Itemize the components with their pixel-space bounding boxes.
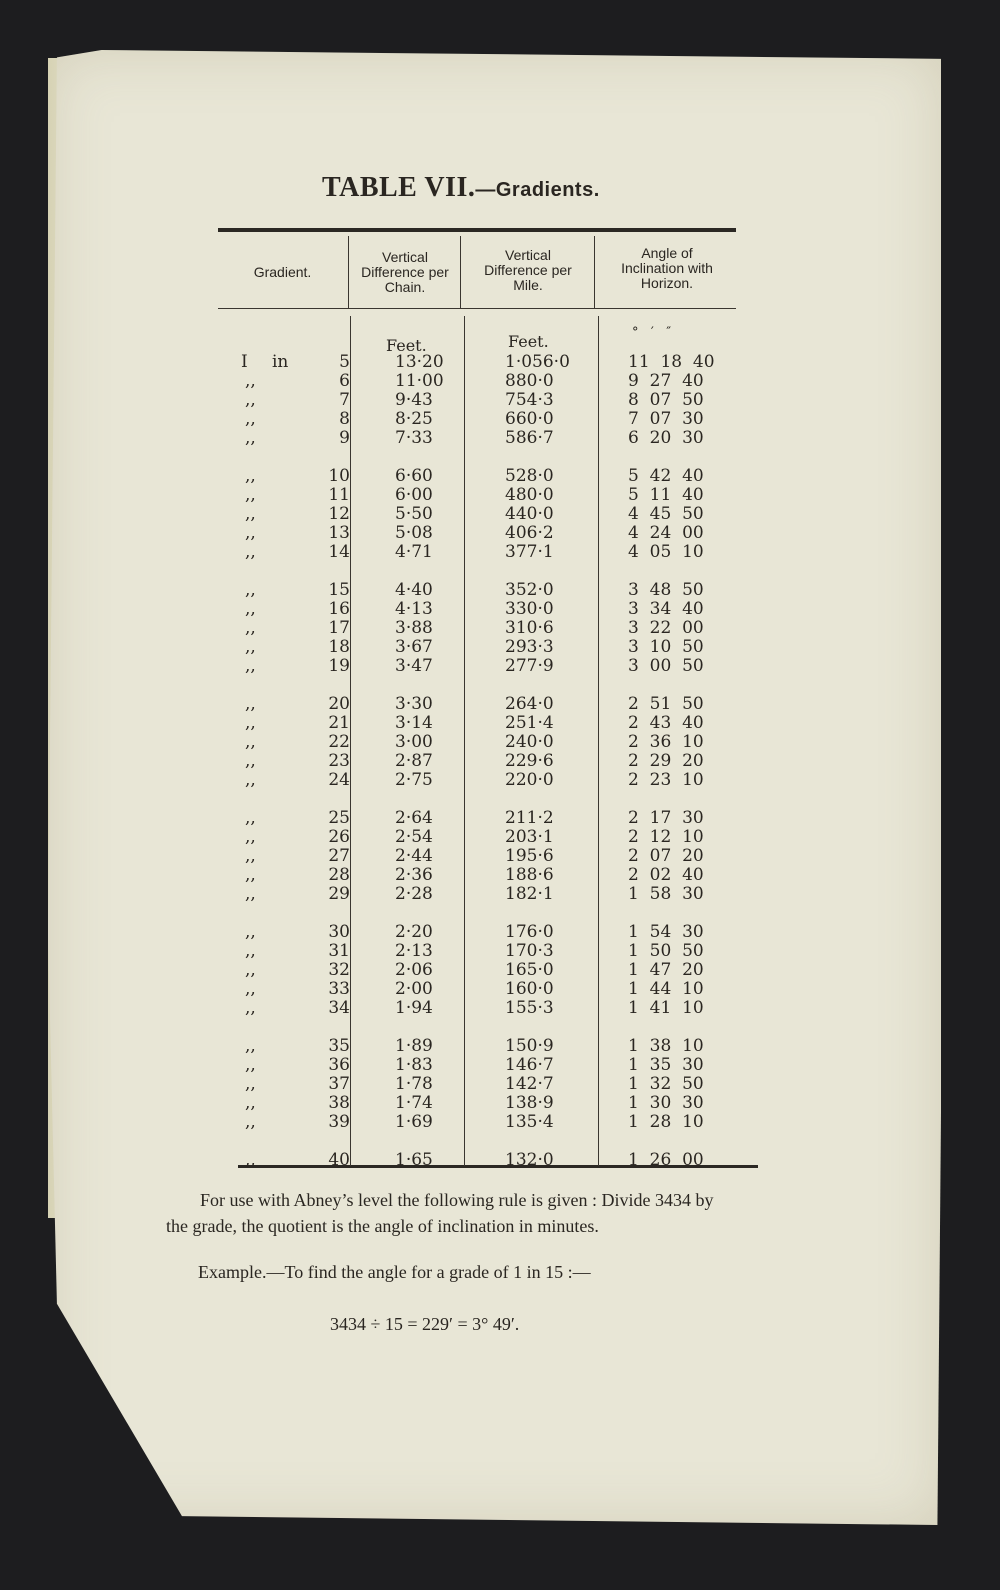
header-angle [597, 246, 737, 291]
mile-difference: 135·4 [505, 1112, 554, 1132]
gradient-denominator: 7 [339, 390, 350, 410]
chain-difference: 9·43 [395, 390, 433, 410]
inclination-angle: 4 24 00 [628, 523, 704, 543]
inclination-angle: 1 38 10 [628, 1036, 704, 1056]
table-row [0, 1036, 1000, 1056]
gradient-denominator: 10 [328, 466, 350, 486]
mile-difference: 880·0 [505, 371, 554, 391]
mile-difference: 377·1 [505, 542, 554, 562]
chain-difference: 1·78 [395, 1074, 433, 1094]
table-row [0, 542, 1000, 562]
inclination-angle: 5 11 40 [628, 485, 704, 505]
chain-difference: 1·74 [395, 1093, 433, 1113]
gradient-denominator: 20 [328, 694, 350, 714]
gradient-denominator: 30 [328, 922, 350, 942]
unit-mile: Feet. [508, 332, 549, 351]
table-row [0, 504, 1000, 524]
gradient-denominator: 15 [328, 580, 350, 600]
gradient-denominator: 22 [328, 732, 350, 752]
title-sub: —Gradients. [475, 179, 600, 201]
chain-difference: 2·06 [395, 960, 433, 980]
inclination-angle: 1 30 30 [628, 1093, 704, 1113]
ditto-mark: ,, [245, 428, 256, 448]
table-row [0, 523, 1000, 543]
chain-difference: 13·20 [395, 352, 444, 372]
chain-difference: 2·75 [395, 770, 433, 790]
inclination-angle: 1 44 10 [628, 979, 704, 999]
chain-difference: 1·69 [395, 1112, 433, 1132]
table-row [0, 409, 1000, 429]
table-row [0, 941, 1000, 961]
mile-difference: 330·0 [505, 599, 554, 619]
ditto-mark: ,, [245, 637, 256, 657]
inclination-angle: 11 18 40 [628, 352, 715, 372]
rule-text-line-1: For use with Abney’s level the following rule is given : Divide 3434 by [200, 1190, 714, 1210]
mile-difference: 155·3 [505, 998, 554, 1018]
gradient-denominator: 34 [328, 998, 350, 1018]
inclination-angle: 1 54 30 [628, 922, 704, 942]
table-row [0, 599, 1000, 619]
header-gradient: Gradient. [253, 264, 312, 280]
gradient-in: in [272, 352, 289, 372]
header-angle-line: Horizon. [640, 275, 694, 291]
inclination-angle: 7 07 30 [628, 409, 704, 429]
unit-chain: Feet. [386, 336, 427, 355]
table-row [0, 960, 1000, 980]
table-row [0, 428, 1000, 448]
gradient-denominator: 37 [328, 1074, 350, 1094]
gradient-denominator: 24 [328, 770, 350, 790]
example-text: Example.—To find the angle for a grade of 1 in 15 :— [198, 1262, 591, 1282]
mile-difference: 480·0 [505, 485, 554, 505]
chain-difference: 7·33 [395, 428, 433, 448]
ditto-mark: ,, [245, 922, 256, 942]
header-chain-line: Chain. [384, 279, 426, 295]
inclination-angle: 4 05 10 [628, 542, 704, 562]
gradient-denominator: 13 [328, 523, 350, 543]
header-chain [350, 250, 460, 295]
ditto-mark: ,, [245, 523, 256, 543]
gradient-denominator: 33 [328, 979, 350, 999]
mile-difference: 132·0 [505, 1150, 554, 1170]
header-bottom-rule [218, 308, 736, 309]
inclination-angle: 3 48 50 [628, 580, 704, 600]
mile-difference: 1·056·0 [505, 352, 570, 372]
gradient-one: I [241, 352, 248, 372]
chain-difference: 2·36 [395, 865, 433, 885]
chain-difference: 5·50 [395, 504, 433, 524]
gradient-denominator: 9 [339, 428, 350, 448]
gradient-denominator: 21 [328, 713, 350, 733]
chain-difference: 11·00 [395, 371, 444, 391]
inclination-angle: 1 47 20 [628, 960, 704, 980]
chain-difference: 3·00 [395, 732, 433, 752]
mile-difference: 165·0 [505, 960, 554, 980]
chain-difference: 2·20 [395, 922, 433, 942]
table-row [0, 998, 1000, 1018]
gradient-denominator: 23 [328, 751, 350, 771]
ditto-mark: ,, [245, 960, 256, 980]
inclination-angle: 1 28 10 [628, 1112, 704, 1132]
ditto-mark: ,, [245, 1055, 256, 1075]
inclination-angle: 3 10 50 [628, 637, 704, 657]
gradient-denominator: 8 [339, 409, 350, 429]
table-row [0, 770, 1000, 790]
mile-difference: 146·7 [505, 1055, 554, 1075]
mile-difference: 203·1 [505, 827, 554, 847]
column-divider [594, 236, 595, 308]
inclination-angle: 2 43 40 [628, 713, 704, 733]
gradient-denominator: 40 [328, 1150, 350, 1170]
inclination-angle: 2 29 20 [628, 751, 704, 771]
mile-difference: 277·9 [505, 656, 554, 676]
chain-difference: 2·13 [395, 941, 433, 961]
gradient-denominator: 14 [328, 542, 350, 562]
chain-difference: 3·88 [395, 618, 433, 638]
chain-difference: 3·14 [395, 713, 433, 733]
ditto-mark: ,, [245, 694, 256, 714]
header-chain-line: Difference per [361, 264, 449, 280]
table-row [0, 371, 1000, 391]
ditto-mark: ,, [245, 599, 256, 619]
header-mile-line: Difference per [484, 262, 572, 278]
gradient-denominator: 6 [339, 371, 350, 391]
inclination-angle: 2 12 10 [628, 827, 704, 847]
table-row [0, 618, 1000, 638]
header-angle-line: Angle of [641, 245, 693, 261]
inclination-angle: 4 45 50 [628, 504, 704, 524]
mile-difference: 660·0 [505, 409, 554, 429]
table-row [0, 884, 1000, 904]
chain-difference: 4·71 [395, 542, 433, 562]
table-row [0, 713, 1000, 733]
chain-difference: 2·44 [395, 846, 433, 866]
table-row [0, 1074, 1000, 1094]
inclination-angle: 1 32 50 [628, 1074, 704, 1094]
chain-difference: 5·08 [395, 523, 433, 543]
table-row [0, 865, 1000, 885]
inclination-angle: 1 35 30 [628, 1055, 704, 1075]
header-mile [463, 248, 593, 293]
ditto-mark: ,, [245, 390, 256, 410]
mile-difference: 142·7 [505, 1074, 554, 1094]
ditto-mark: ,, [245, 732, 256, 752]
inclination-angle: 3 22 00 [628, 618, 704, 638]
table-row [0, 846, 1000, 866]
gradient-denominator: 35 [328, 1036, 350, 1056]
mile-difference: 251·4 [505, 713, 554, 733]
inclination-angle: 3 00 50 [628, 656, 704, 676]
gradient-denominator: 5 [339, 352, 350, 372]
ditto-mark: ,, [245, 979, 256, 999]
table-row [0, 1150, 1000, 1170]
header-chain-line: Vertical [382, 249, 428, 265]
ditto-mark: ,, [245, 713, 256, 733]
gradient-denominator: 27 [328, 846, 350, 866]
gradient-denominator: 12 [328, 504, 350, 524]
mile-difference: 220·0 [505, 770, 554, 790]
table-row [0, 922, 1000, 942]
title-main: TABLE VII. [322, 172, 476, 203]
mile-difference: 754·3 [505, 390, 554, 410]
ditto-mark: ,, [245, 865, 256, 885]
chain-difference: 1·94 [395, 998, 433, 1018]
gradient-denominator: 26 [328, 827, 350, 847]
ditto-mark: ,, [245, 1093, 256, 1113]
gradient-denominator: 16 [328, 599, 350, 619]
chain-difference: 2·28 [395, 884, 433, 904]
gradient-denominator: 32 [328, 960, 350, 980]
chain-difference: 4·13 [395, 599, 433, 619]
mile-difference: 176·0 [505, 922, 554, 942]
inclination-angle: 2 17 30 [628, 808, 704, 828]
gradient-denominator: 36 [328, 1055, 350, 1075]
ditto-mark: ,, [245, 751, 256, 771]
ditto-mark: ,, [245, 998, 256, 1018]
mile-difference: 352·0 [505, 580, 554, 600]
ditto-mark: ,, [245, 485, 256, 505]
table-row [0, 1055, 1000, 1075]
mile-difference: 240·0 [505, 732, 554, 752]
inclination-angle: 1 50 50 [628, 941, 704, 961]
ditto-mark: ,, [245, 466, 256, 486]
inclination-angle: 2 23 10 [628, 770, 704, 790]
inclination-angle: 6 20 30 [628, 428, 704, 448]
inclination-angle: 9 27 40 [628, 371, 704, 391]
ditto-mark: ,, [245, 808, 256, 828]
ditto-mark: ,, [245, 884, 256, 904]
inclination-angle: 1 26 00 [628, 1150, 704, 1170]
ditto-mark: ,, [245, 1036, 256, 1056]
chain-difference: 3·47 [395, 656, 433, 676]
header-mile-line: Vertical [505, 247, 551, 263]
mile-difference: 211·2 [505, 808, 554, 828]
gradient-denominator: 39 [328, 1112, 350, 1132]
ditto-mark: ,, [245, 1150, 256, 1170]
chain-difference: 2·87 [395, 751, 433, 771]
mile-difference: 406·2 [505, 523, 554, 543]
column-divider [348, 236, 349, 308]
inclination-angle: 3 34 40 [628, 599, 704, 619]
table-row [0, 979, 1000, 999]
gradient-denominator: 31 [328, 941, 350, 961]
header-mile-line: Mile. [513, 277, 543, 293]
chain-difference: 8·25 [395, 409, 433, 429]
table-row [0, 1112, 1000, 1132]
ditto-mark: ,, [245, 618, 256, 638]
gradient-denominator: 38 [328, 1093, 350, 1113]
mile-difference: 188·6 [505, 865, 554, 885]
gradient-denominator: 18 [328, 637, 350, 657]
inclination-angle: 1 41 10 [628, 998, 704, 1018]
inclination-angle: 2 51 50 [628, 694, 704, 714]
example-formula: 3434 ÷ 15 = 229′ = 3° 49′. [330, 1314, 520, 1334]
gradient-denominator: 19 [328, 656, 350, 676]
ditto-mark: ,, [245, 846, 256, 866]
table-row [0, 827, 1000, 847]
inclination-angle: 2 02 40 [628, 865, 704, 885]
column-divider [460, 236, 461, 308]
inclination-angle: 8 07 50 [628, 390, 704, 410]
gradient-denominator: 11 [328, 485, 350, 505]
inclination-angle: 2 07 20 [628, 846, 704, 866]
ditto-mark: ,, [245, 770, 256, 790]
mile-difference: 440·0 [505, 504, 554, 524]
mile-difference: 586·7 [505, 428, 554, 448]
mile-difference: 195·6 [505, 846, 554, 866]
chain-difference: 3·30 [395, 694, 433, 714]
ditto-mark: ,, [245, 656, 256, 676]
table-top-rule [218, 228, 736, 232]
chain-difference: 6·00 [395, 485, 433, 505]
mile-difference: 138·9 [505, 1093, 554, 1113]
gradient-denominator: 29 [328, 884, 350, 904]
table-row [0, 466, 1000, 486]
gradient-denominator: 17 [328, 618, 350, 638]
table-row [0, 352, 1000, 372]
mile-difference: 310·6 [505, 618, 554, 638]
ditto-mark: ,, [245, 542, 256, 562]
table-row [0, 732, 1000, 752]
mile-difference: 150·9 [505, 1036, 554, 1056]
table-row [0, 694, 1000, 714]
page-title [322, 172, 600, 204]
ditto-mark: ,, [245, 409, 256, 429]
chain-difference: 1·65 [395, 1150, 433, 1170]
chain-difference: 1·89 [395, 1036, 433, 1056]
mile-difference: 293·3 [505, 637, 554, 657]
table-row [0, 637, 1000, 657]
table-row [0, 485, 1000, 505]
header-angle-line: Inclination with [621, 260, 713, 276]
table-row [0, 808, 1000, 828]
inclination-angle: 5 42 40 [628, 466, 704, 486]
unit-angle: ° ′ ″ [632, 325, 672, 340]
table-row [0, 656, 1000, 676]
mile-difference: 528·0 [505, 466, 554, 486]
chain-difference: 2·00 [395, 979, 433, 999]
mile-difference: 170·3 [505, 941, 554, 961]
mile-difference: 160·0 [505, 979, 554, 999]
mile-difference: 182·1 [505, 884, 554, 904]
mile-difference: 264·0 [505, 694, 554, 714]
table-row [0, 390, 1000, 410]
chain-difference: 1·83 [395, 1055, 433, 1075]
table-row [0, 1093, 1000, 1113]
rule-text-line-2: the grade, the quotient is the angle of inclination in minutes. [166, 1216, 599, 1236]
chain-difference: 3·67 [395, 637, 433, 657]
gradient-denominator: 25 [328, 808, 350, 828]
ditto-mark: ,, [245, 1112, 256, 1132]
chain-difference: 4·40 [395, 580, 433, 600]
ditto-mark: ,, [245, 504, 256, 524]
ditto-mark: ,, [245, 580, 256, 600]
table-row [0, 751, 1000, 771]
chain-difference: 2·64 [395, 808, 433, 828]
ditto-mark: ,, [245, 1074, 256, 1094]
gradient-denominator: 28 [328, 865, 350, 885]
ditto-mark: ,, [245, 941, 256, 961]
ditto-mark: ,, [245, 371, 256, 391]
inclination-angle: 1 58 30 [628, 884, 704, 904]
inclination-angle: 2 36 10 [628, 732, 704, 752]
chain-difference: 2·54 [395, 827, 433, 847]
table-row [0, 580, 1000, 600]
chain-difference: 6·60 [395, 466, 433, 486]
ditto-mark: ,, [245, 827, 256, 847]
mile-difference: 229·6 [505, 751, 554, 771]
